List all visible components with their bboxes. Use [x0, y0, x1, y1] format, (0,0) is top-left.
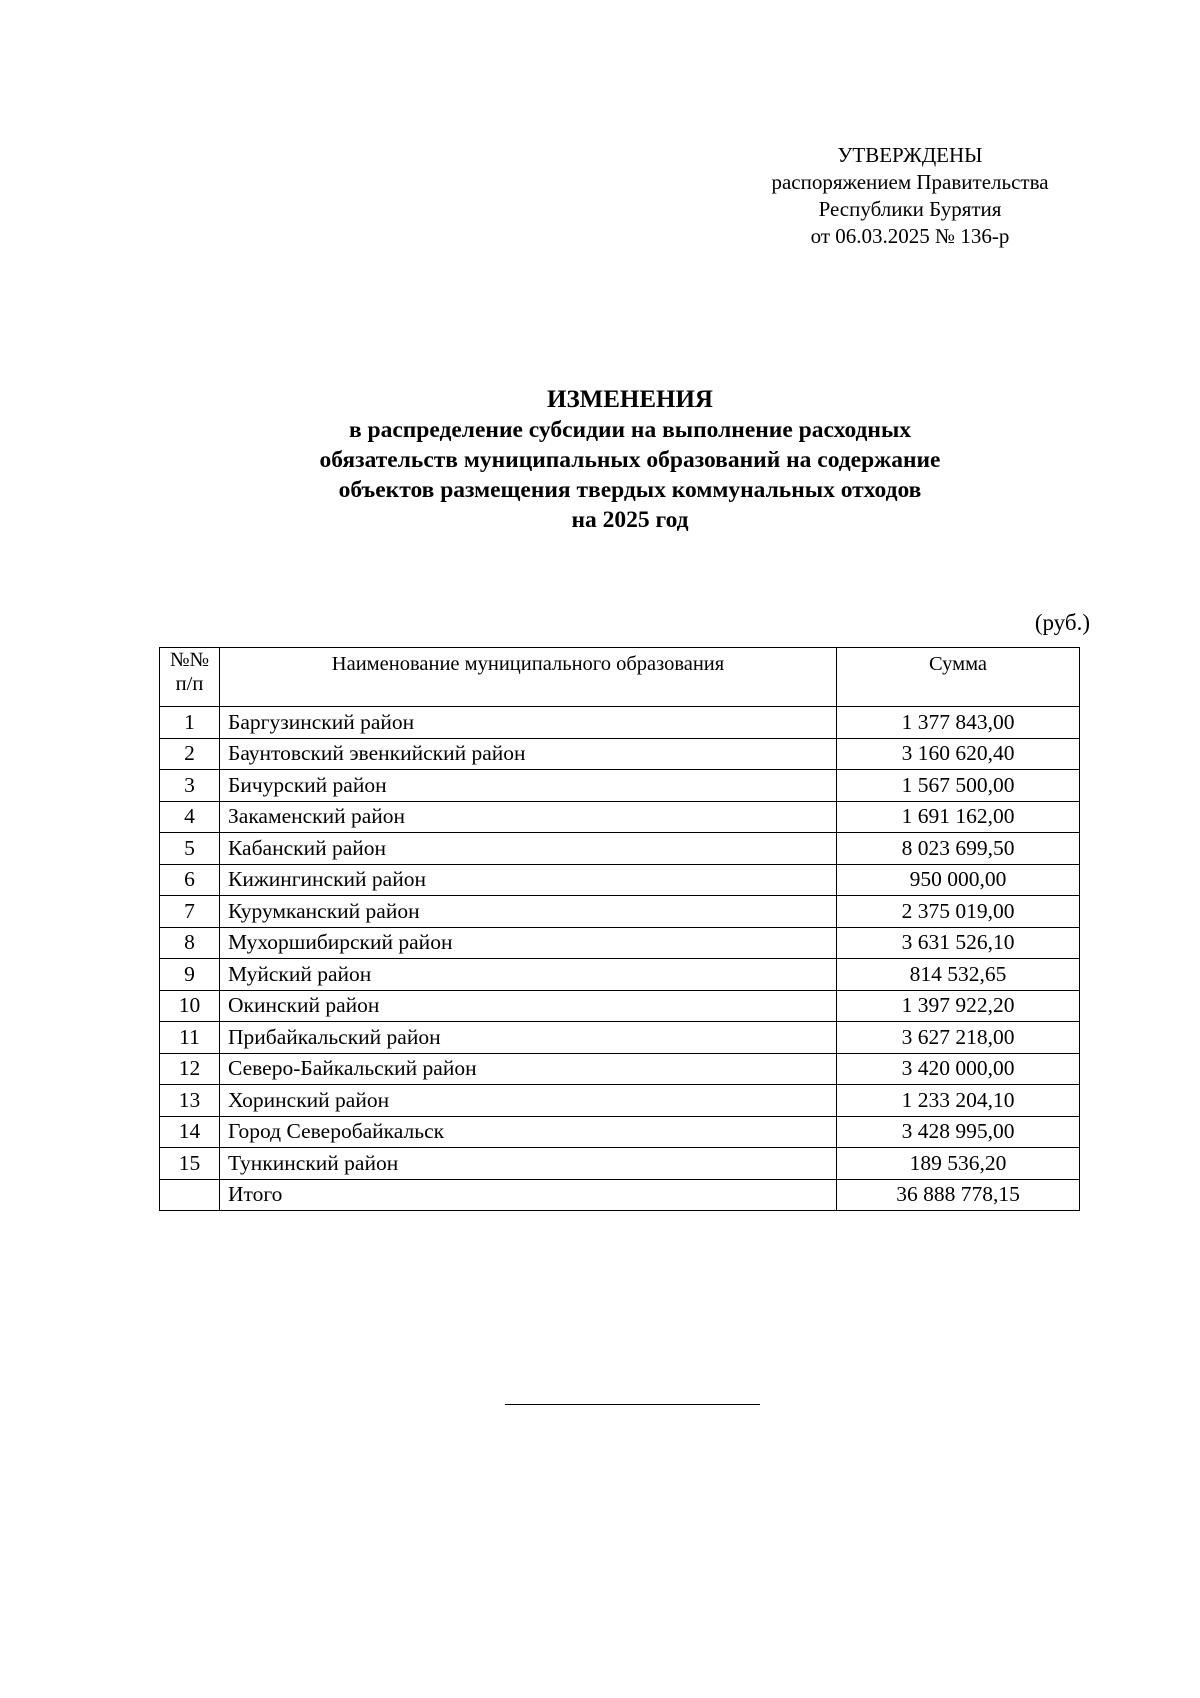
- row-name: Кижингинский район: [220, 864, 837, 896]
- row-sum: 1 377 843,00: [837, 707, 1080, 739]
- row-name: Закаменский район: [220, 801, 837, 833]
- row-name: Муйский район: [220, 959, 837, 991]
- end-divider: [505, 1404, 760, 1405]
- table-row: [160, 927, 1080, 959]
- table-row: [160, 1116, 1080, 1148]
- row-sum: 3 627 218,00: [837, 1022, 1080, 1054]
- approval-heading: УТВЕРЖДЕНЫ: [837, 143, 983, 167]
- row-name: Курумканский район: [220, 896, 837, 928]
- row-sum: 1 397 922,20: [837, 990, 1080, 1022]
- row-name: Город Северобайкальск: [220, 1116, 837, 1148]
- table-row: [160, 738, 1080, 770]
- table-row: [160, 1085, 1080, 1117]
- header-name: Наименование муниципального образования: [220, 648, 837, 707]
- row-number: 5: [160, 833, 220, 865]
- row-number: 13: [160, 1085, 220, 1117]
- table-header-row: [160, 648, 1080, 707]
- row-number: 12: [160, 1053, 220, 1085]
- row-number: 1: [160, 707, 220, 739]
- table-row: [160, 1022, 1080, 1054]
- row-sum: 3 420 000,00: [837, 1053, 1080, 1085]
- row-name: Тункинский район: [220, 1148, 837, 1180]
- row-sum: 814 532,65: [837, 959, 1080, 991]
- row-sum: 1 691 162,00: [837, 801, 1080, 833]
- row-number: 6: [160, 864, 220, 896]
- total-row: [160, 1179, 1080, 1211]
- header-number-line1: №№: [169, 649, 210, 671]
- row-name: Кабанский район: [220, 833, 837, 865]
- header-sum: Сумма: [837, 648, 1080, 707]
- row-sum: 8 023 699,50: [837, 833, 1080, 865]
- row-number: 2: [160, 738, 220, 770]
- row-name: Бичурский район: [220, 770, 837, 802]
- row-sum: 3 428 995,00: [837, 1116, 1080, 1148]
- title-line-3: объектов размещения твердых коммунальных отходов: [338, 477, 922, 503]
- table-row: [160, 896, 1080, 928]
- table-row: [160, 1053, 1080, 1085]
- row-name: Мухоршибирский район: [220, 927, 837, 959]
- row-number: 4: [160, 801, 220, 833]
- table-row: [160, 864, 1080, 896]
- row-name: Северо-Байкальский район: [220, 1053, 837, 1085]
- approval-stamp: [730, 142, 1090, 250]
- row-name: Баунтовский эвенкийский район: [220, 738, 837, 770]
- row-sum: 950 000,00: [837, 864, 1080, 896]
- row-name: Окинский район: [220, 990, 837, 1022]
- row-sum: 3 631 526,10: [837, 927, 1080, 959]
- approval-date-number: от 06.03.2025 № 136-р: [810, 224, 1010, 248]
- table-row: [160, 770, 1080, 802]
- row-number: 8: [160, 927, 220, 959]
- row-number: 9: [160, 959, 220, 991]
- table-row: [160, 990, 1080, 1022]
- row-number: 7: [160, 896, 220, 928]
- row-number: 11: [160, 1022, 220, 1054]
- row-number: 3: [160, 770, 220, 802]
- row-name: Прибайкальский район: [220, 1022, 837, 1054]
- table-row: [160, 707, 1080, 739]
- table-row: [160, 833, 1080, 865]
- row-number: 15: [160, 1148, 220, 1180]
- header-number-line2: п/п: [175, 673, 204, 695]
- table-row: [160, 959, 1080, 991]
- row-number: [160, 1179, 220, 1211]
- document-title: [0, 385, 1200, 535]
- row-name: Хоринский район: [220, 1085, 837, 1117]
- row-sum: 2 375 019,00: [837, 896, 1080, 928]
- row-number: 14: [160, 1116, 220, 1148]
- row-name: Баргузинский район: [220, 707, 837, 739]
- row-number: 10: [160, 990, 220, 1022]
- header-number: [160, 648, 220, 707]
- row-sum: 1 233 204,10: [837, 1085, 1080, 1117]
- row-sum: 3 160 620,40: [837, 738, 1080, 770]
- title-line-1: в распределение субсидии на выполнение расходных: [348, 417, 912, 443]
- row-sum: 1 567 500,00: [837, 770, 1080, 802]
- title-line-2: обязательств муниципальных образований на содержание: [319, 447, 941, 473]
- title-line-4: на 2025 год: [571, 507, 689, 533]
- title-main: ИЗМЕНЕНИЯ: [547, 386, 713, 413]
- row-sum: 36 888 778,15: [837, 1179, 1080, 1211]
- table-row: [160, 801, 1080, 833]
- approval-issuer: распоряжением Правительства: [771, 170, 1049, 194]
- row-sum: 189 536,20: [837, 1148, 1080, 1180]
- approval-region: Республики Бурятия: [818, 197, 1002, 221]
- currency-unit: (руб.): [1034, 610, 1090, 635]
- allocation-table: [159, 647, 1080, 1211]
- table-body: [160, 707, 1080, 1211]
- row-name: Итого: [220, 1179, 837, 1211]
- table-row: [160, 1148, 1080, 1180]
